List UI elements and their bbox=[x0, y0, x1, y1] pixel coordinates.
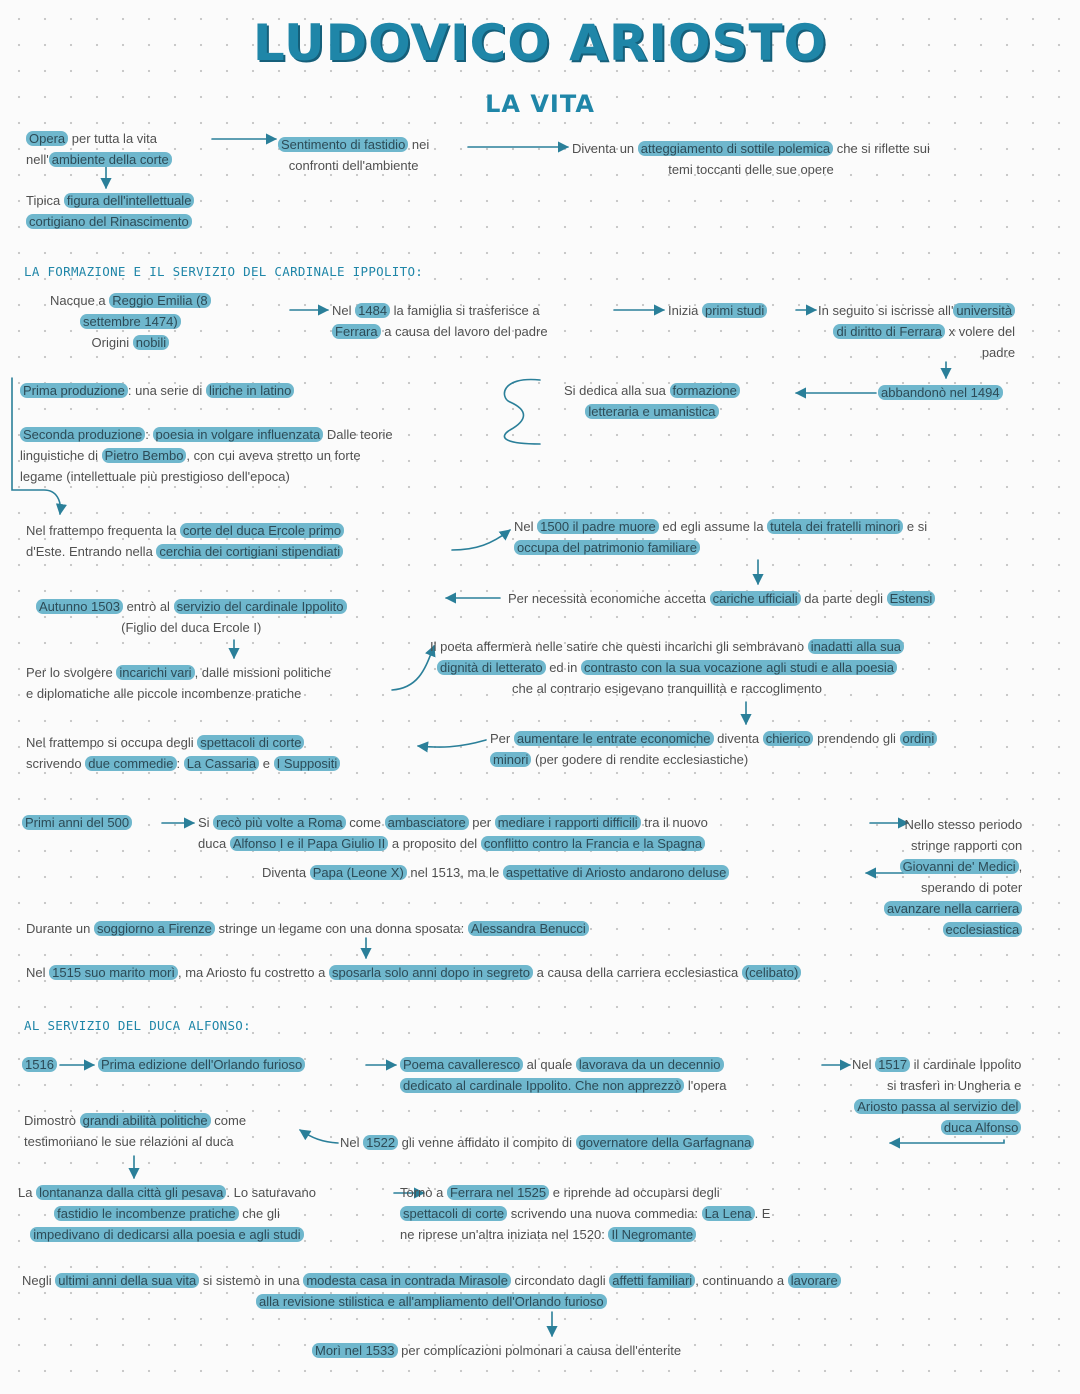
highlight-text: Giovanni de' Medici bbox=[900, 859, 1019, 874]
note-text: stringe un legame con una donna sposata: bbox=[214, 921, 468, 936]
highlight-text: servizio del cardinale Ippolito bbox=[174, 599, 347, 614]
note-garfagnana bbox=[340, 1132, 754, 1153]
highlight-text: corte del duca Ercole primo bbox=[180, 523, 344, 538]
highlight-text: Primi anni del 500 bbox=[22, 815, 132, 830]
arrow-garfagnana-abilita bbox=[300, 1130, 338, 1143]
note-figura-intellettuale bbox=[26, 190, 194, 232]
highlight-text: spettacoli di corte bbox=[197, 735, 304, 750]
highlight-text: di diritto di Ferrara bbox=[833, 324, 944, 339]
note-text: da parte degli bbox=[800, 591, 887, 606]
note-text: Origini bbox=[91, 335, 133, 350]
highlight-text: formazione bbox=[670, 383, 740, 398]
note-text: a causa del lavoro del padre bbox=[380, 324, 548, 339]
arrow-chierico-spettacoli bbox=[418, 740, 486, 747]
note-text: d'Este bbox=[26, 544, 62, 559]
highlight-text: governatore della Garfagnana bbox=[576, 1135, 755, 1150]
note-incarichi-vari bbox=[26, 662, 331, 704]
highlight-text: incarichi vari bbox=[116, 665, 194, 680]
highlight-text: Reggio Emilia (8 bbox=[109, 293, 210, 308]
note-ambasciatore-roma bbox=[198, 812, 708, 854]
highlight-text: ambasciatore bbox=[385, 815, 469, 830]
note-incarichi-inadatti bbox=[430, 636, 904, 699]
highlight-text: inadatti alla sua bbox=[808, 639, 904, 654]
note-prima-produzione bbox=[20, 380, 294, 401]
highlight-text: Ariosto passa al servizio del bbox=[854, 1099, 1021, 1114]
note-text: Nacque a bbox=[50, 293, 110, 308]
note-text: Tipica bbox=[26, 193, 64, 208]
note-text: ed egli assume la bbox=[658, 519, 768, 534]
highlight-text: aumentare le entrate economiche bbox=[514, 731, 714, 746]
highlight-text: occupa del patrimonio familiare bbox=[514, 540, 700, 555]
note-text: . E bbox=[754, 1206, 771, 1221]
note-text: che gli bbox=[238, 1206, 280, 1221]
arrow-incarichi-satire bbox=[392, 646, 434, 690]
note-giovanni-medici bbox=[884, 814, 1022, 940]
note-text: : bbox=[145, 427, 153, 442]
highlight-text: primi studi bbox=[702, 303, 767, 318]
note-abbandono bbox=[878, 382, 1003, 403]
note-seconda-produzione bbox=[20, 424, 393, 487]
note-text: il cardinale Ippolito bbox=[910, 1057, 1022, 1072]
highlight-text: 1522 bbox=[363, 1135, 398, 1150]
note-text: Nel bbox=[340, 1135, 364, 1150]
note-ritorno-ferrara bbox=[400, 1182, 770, 1245]
note-sentimento-fastidio bbox=[278, 134, 429, 176]
note-text: tra il nuovo bbox=[640, 815, 708, 830]
note-text: entrò al bbox=[122, 599, 174, 614]
note-text: duca bbox=[198, 836, 230, 851]
note-spettacoli-corte bbox=[26, 732, 340, 774]
note-text: nel 1513, ma le bbox=[406, 865, 503, 880]
note-text: al quale bbox=[523, 1057, 576, 1072]
highlight-text: Sentimento di fastidio bbox=[278, 137, 408, 152]
note-text: x volere del bbox=[944, 324, 1016, 339]
highlight-text: Papa (Leone X) bbox=[310, 865, 407, 880]
note-text: Nel bbox=[26, 965, 50, 980]
highlight-text: Ferrara bbox=[332, 324, 381, 339]
note-text: , continuando a bbox=[695, 1273, 788, 1288]
note-text: circondato dagli bbox=[510, 1273, 610, 1288]
arrow-corte-padre bbox=[452, 530, 510, 550]
highlight-text: conflitto contro la Francia e la Spagna bbox=[481, 836, 705, 851]
note-text: scrivendo una nuova commedia: bbox=[507, 1206, 702, 1221]
note-soggiorno-firenze bbox=[26, 918, 589, 939]
highlight-text: Alessandra Benucci bbox=[468, 921, 589, 936]
highlight-text: università bbox=[953, 303, 1015, 318]
note-text: Durante un bbox=[26, 921, 94, 936]
note-text: che si riflette sui bbox=[833, 141, 930, 156]
note-text: Nel bbox=[514, 519, 538, 534]
note-atteggiamento-polemica bbox=[572, 138, 930, 180]
note-text: e bbox=[259, 756, 274, 771]
highlight-text: tutela dei fratelli minori bbox=[767, 519, 903, 534]
note-primi-anni bbox=[22, 812, 132, 833]
highlight-text: ultimi anni della sua vita bbox=[55, 1273, 199, 1288]
note-text: a causa della carriera ecclesiastica bbox=[533, 965, 742, 980]
brace-produzioni bbox=[504, 380, 540, 444]
note-text: per tutta la vita bbox=[68, 131, 158, 146]
note-text: l'opera bbox=[684, 1078, 727, 1093]
highlight-text: Seconda produzione bbox=[20, 427, 145, 442]
note-text: Nel bbox=[852, 1057, 876, 1072]
note-matrimonio-segreto bbox=[26, 962, 801, 983]
note-prima-edizione bbox=[98, 1054, 305, 1075]
note-text: e riprende ad occuparsi degli bbox=[549, 1185, 720, 1200]
highlight-text: dedicato al cardinale Ippolito. Che non apprezzò bbox=[400, 1078, 684, 1093]
highlight-text: 1516 bbox=[22, 1057, 57, 1072]
note-text: a proposito del bbox=[388, 836, 481, 851]
note-text: padre bbox=[981, 345, 1016, 360]
arrow-alfonso-garfagnana bbox=[890, 1140, 1004, 1143]
highlight-text: La Cassaria bbox=[184, 756, 259, 771]
note-text: Il poeta affermerà nelle satire che questi incarichi gli sembravano bbox=[430, 639, 808, 654]
note-text: Si dedica alla sua bbox=[564, 383, 670, 398]
highlight-text: modesta casa in contrada Mirasole bbox=[303, 1273, 511, 1288]
note-text: : bbox=[176, 756, 184, 771]
highlight-text: lontananza dalla città gli pesava bbox=[36, 1185, 226, 1200]
note-text: confronti dell'ambiente bbox=[288, 158, 419, 173]
note-text: ne riprese un'altra iniziata nel 1520: bbox=[400, 1227, 609, 1242]
note-text: prendendo gli bbox=[813, 731, 900, 746]
highlight-text: Opera bbox=[26, 131, 68, 146]
note-trasferimento-ferrara bbox=[332, 300, 548, 342]
note-text: Nello stesso periodo bbox=[904, 817, 1023, 832]
note-text: , bbox=[1018, 859, 1023, 874]
note-abilita-politiche bbox=[24, 1110, 246, 1152]
highlight-text: grandi abilità politiche bbox=[80, 1113, 211, 1128]
note-universita bbox=[818, 300, 1015, 363]
note-text: sperando di poter bbox=[921, 880, 1023, 895]
highlight-text: figura dell'intellettuale bbox=[64, 193, 195, 208]
note-primi-studi bbox=[668, 300, 767, 321]
highlight-text: dignità di letterato bbox=[437, 660, 546, 675]
highlight-text: lavorare bbox=[788, 1273, 841, 1288]
note-text: : una serie di bbox=[127, 383, 206, 398]
note-text: ed in bbox=[545, 660, 582, 675]
highlight-text: settembre 1474) bbox=[80, 314, 181, 329]
highlight-text: nobili bbox=[133, 335, 169, 350]
note-text: Dalle teorie bbox=[323, 427, 393, 442]
highlight-text: Poema cavalleresco bbox=[400, 1057, 523, 1072]
highlight-text: cariche ufficiali bbox=[710, 591, 801, 606]
highlight-text: 1500 il padre muore bbox=[537, 519, 659, 534]
note-lontananza bbox=[18, 1182, 316, 1245]
note-text: Per necessità economiche accetta bbox=[508, 591, 710, 606]
section-formazione: LA FORMAZIONE E IL SERVIZIO DEL CARDINALE IPPOLITO: bbox=[24, 264, 424, 279]
highlight-text: liriche in latino bbox=[206, 383, 294, 398]
highlight-text: Prima produzione bbox=[20, 383, 128, 398]
highlight-text: alla revisione stilistica e all'ampliamento dell'Orlando furioso bbox=[256, 1294, 607, 1309]
note-text: per complicazioni polmonari a causa dell'enterite bbox=[397, 1343, 682, 1358]
note-text: diventa bbox=[713, 731, 763, 746]
highlight-text: impedivano di dedicarsi alla poesia e agli studi bbox=[30, 1227, 303, 1242]
note-text: e diplomatiche alle piccole incombenze pratiche bbox=[26, 686, 302, 701]
highlight-text: cerchia dei cortigiani stipendiati bbox=[156, 544, 343, 559]
highlight-text: due commedie bbox=[85, 756, 176, 771]
note-anno-1516 bbox=[22, 1054, 57, 1075]
note-text: , ma Ariosto fu costretto a bbox=[177, 965, 329, 980]
note-text: che al contrario esigevano tranquillità e raccoglimento bbox=[512, 681, 823, 696]
highlight-text: spettacoli di corte bbox=[400, 1206, 507, 1221]
highlight-text: soggiorno a Firenze bbox=[94, 921, 215, 936]
note-ippolito-ungheria bbox=[852, 1054, 1021, 1138]
highlight-text: duca Alfonso bbox=[941, 1120, 1021, 1135]
note-poema-cavalleresco bbox=[400, 1054, 726, 1096]
highlight-text: Estensi bbox=[887, 591, 936, 606]
highlight-text: atteggiamento di sottile polemica bbox=[638, 141, 833, 156]
note-text: nell' bbox=[26, 152, 49, 167]
note-text: si sistemò in una bbox=[199, 1273, 304, 1288]
note-text: Nel frattempo si occupa degli bbox=[26, 735, 198, 750]
note-text: La bbox=[18, 1185, 37, 1200]
highlight-text: Autunno 1503 bbox=[36, 599, 123, 614]
note-text: . Lo saturavano bbox=[226, 1185, 316, 1200]
note-text: . Entrando nella bbox=[61, 544, 157, 559]
note-formazione-letteraria bbox=[564, 380, 740, 422]
note-text: testimoniano le sue relazioni al duca bbox=[24, 1134, 234, 1149]
highlight-text: Alfonso I e il Papa Giulio II bbox=[230, 836, 388, 851]
note-opera-corte bbox=[26, 128, 172, 170]
note-morte bbox=[312, 1340, 681, 1361]
highlight-text: chierico bbox=[763, 731, 814, 746]
note-text: Negli bbox=[22, 1273, 56, 1288]
note-text: , con cui aveva stretto un forte bbox=[186, 448, 361, 463]
highlight-text: La Lena bbox=[702, 1206, 755, 1221]
highlight-text: recò più volte a Roma bbox=[213, 815, 345, 830]
highlight-text: Morì nel 1533 bbox=[312, 1343, 398, 1358]
note-text: Inizia bbox=[668, 303, 702, 318]
note-text: Diventa bbox=[262, 865, 310, 880]
highlight-text: ambiente della corte bbox=[49, 152, 172, 167]
note-text: si trasferì in Ungheria e bbox=[886, 1078, 1022, 1093]
note-text: (Figlio del duca Ercole I) bbox=[121, 620, 262, 635]
note-text: Diventa un bbox=[572, 141, 638, 156]
note-morte-padre bbox=[514, 516, 927, 558]
note-text: Nel bbox=[332, 303, 356, 318]
note-text: (per godere di rendite ecclesiastiche) bbox=[531, 752, 749, 767]
note-text: la famiglia si trasferisce a bbox=[390, 303, 540, 318]
highlight-text: ecclesiastica bbox=[943, 922, 1023, 937]
note-papa-leone bbox=[262, 862, 729, 883]
page-subtitle: LA VITA bbox=[485, 90, 595, 118]
highlight-text: poesia in volgare influenzata bbox=[153, 427, 324, 442]
section-alfonso: AL SERVIZIO DEL DUCA ALFONSO: bbox=[24, 1018, 251, 1033]
note-text: Per bbox=[490, 731, 514, 746]
highlight-text: 1517 bbox=[875, 1057, 910, 1072]
note-text: Nel frattempo frequenta la bbox=[26, 523, 180, 538]
highlight-text: contrasto con la sua vocazione agli studi e alla poesia bbox=[581, 660, 897, 675]
highlight-text: lavorava da un decennio bbox=[576, 1057, 724, 1072]
highlight-text: Pietro Bembo bbox=[102, 448, 187, 463]
highlight-text: I Suppositi bbox=[274, 756, 341, 771]
page-title: LUDOVICO ARIOSTO bbox=[252, 14, 828, 72]
note-text: Si bbox=[198, 815, 214, 830]
note-text: Tornò a bbox=[400, 1185, 447, 1200]
note-corte-ercole bbox=[26, 520, 344, 562]
highlight-text: cortigiano del Rinascimento bbox=[26, 214, 192, 229]
highlight-text: avanzare nella carriera bbox=[884, 901, 1022, 916]
note-cariche-ufficiali bbox=[508, 588, 935, 609]
highlight-text: letteraria e umanistica bbox=[585, 404, 718, 419]
highlight-text: Il Negromante bbox=[608, 1227, 696, 1242]
note-text: Dimostrò bbox=[24, 1113, 80, 1128]
highlight-text: fastidio le incombenze pratiche bbox=[54, 1206, 239, 1221]
note-text: nei bbox=[408, 137, 430, 152]
note-text: Per lo svolgere bbox=[26, 665, 117, 680]
note-text: temi toccanti delle sue opere bbox=[668, 162, 834, 177]
highlight-text: mediare i rapporti difficili bbox=[495, 815, 641, 830]
highlight-text: (celibato) bbox=[742, 965, 801, 980]
note-text: come bbox=[345, 815, 385, 830]
note-chierico bbox=[490, 728, 937, 770]
note-text: , dalle missioni politiche bbox=[194, 665, 332, 680]
highlight-text: 1484 bbox=[355, 303, 390, 318]
note-text: scrivendo bbox=[26, 756, 86, 771]
note-nascita bbox=[50, 290, 211, 353]
note-servizio-ippolito bbox=[36, 596, 347, 638]
highlight-text: Ferrara nel 1525 bbox=[447, 1185, 549, 1200]
note-text: e si bbox=[903, 519, 928, 534]
highlight-text: affetti familiari bbox=[609, 1273, 695, 1288]
note-text: gli venne affidato il compito di bbox=[398, 1135, 576, 1150]
note-text: stringe rapporti con bbox=[910, 838, 1023, 853]
highlight-text: sposarla solo anni dopo in segreto bbox=[329, 965, 533, 980]
note-ultimi-anni bbox=[22, 1270, 841, 1312]
note-text: per bbox=[468, 815, 495, 830]
note-text: legame (intellettuale più prestigioso dell'epoca) bbox=[20, 469, 290, 484]
highlight-text: aspettative di Ariosto andarono deluse bbox=[503, 865, 729, 880]
highlight-text: abbandonò nel 1494 bbox=[878, 385, 1003, 400]
note-text: In seguito si iscrisse all' bbox=[818, 303, 954, 318]
note-text: linguistiche di bbox=[20, 448, 102, 463]
highlight-text: ordini bbox=[900, 731, 938, 746]
note-text: come bbox=[210, 1113, 247, 1128]
highlight-text: 1515 suo marito morì bbox=[49, 965, 178, 980]
highlight-text: minori bbox=[490, 752, 531, 767]
highlight-text: Prima edizione dell'Orlando furioso bbox=[98, 1057, 305, 1072]
